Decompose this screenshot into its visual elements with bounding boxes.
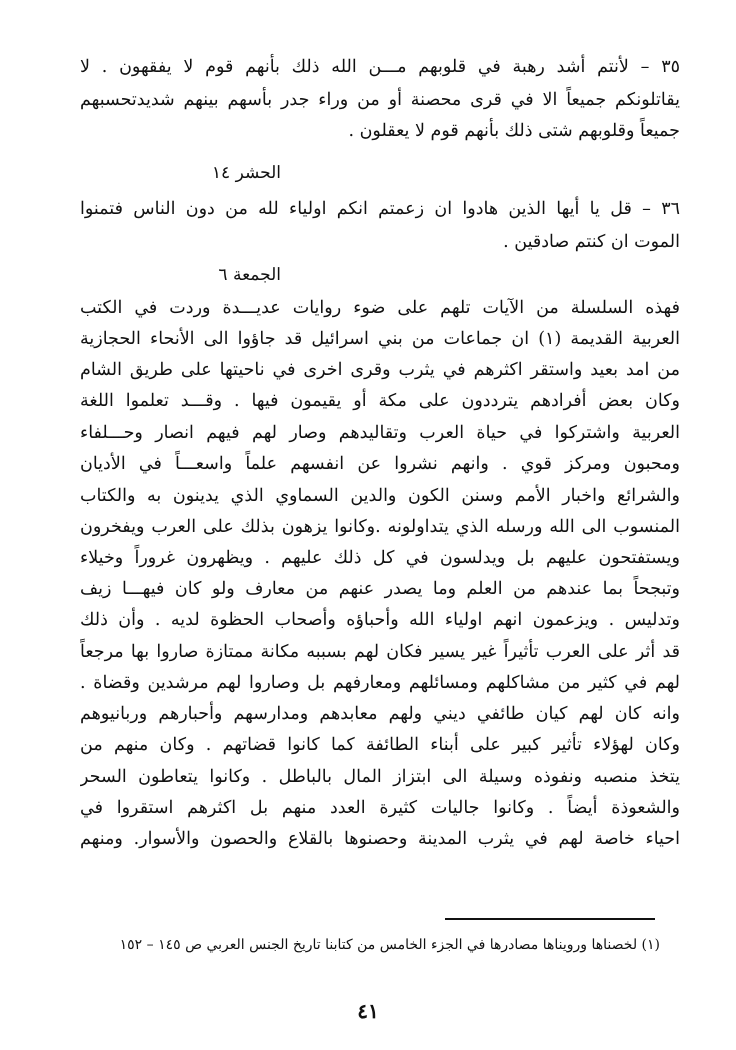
body-line: احياء خاصة لهم في يثرب المدينة وحصنوها بالقلاع والحصون والأسوار. ومنهم <box>80 829 680 849</box>
verse-36-reference: الجمعة ٦ <box>218 265 281 285</box>
body-line: وكان بعض أفرادهم يترددون على مكة أو يقيمون فيها . وقـــد تعلموا اللغة <box>80 391 680 411</box>
body-line: فهذه السلسلة من الآيات تلهم على ضوء روايات عديـــدة وردت في الكتب <box>80 298 680 318</box>
page-number: ٤١ <box>357 999 379 1023</box>
body-line: وتدليس . ويزعمون انهم اولياء الله وأحباؤه وأصحاب الحظوة لديه . وأن ذلك <box>80 610 680 630</box>
body-line: قد أثر على العرب تأثيراً غير يسير فكان لهم بسببه مكانة ممتازة صاروا بها مرجعاً <box>80 642 680 662</box>
verse-35-line-3: جميعاً وقلوبهم شتى ذلك بأنهم قوم لا يعقلون . <box>348 121 680 141</box>
body-line: من امد بعيد واستقر اكثرهم في يثرب وقرى اخرى في ناحيتها على طريق الشام <box>80 360 680 380</box>
verse-35-line-1: ٣٥ – لأنتم أشد رهبة في قلوبهم مـــن الله ذلك بأنهم قوم لا يفقهون . لا <box>80 57 680 77</box>
verse-36-line-2: الموت ان كنتم صادقين . <box>503 232 680 252</box>
verse-36-line-1: ٣٦ – قل يا أيها الذين هادوا ان زعمتم انكم اولياء لله من دون الناس فتمنوا <box>80 199 680 219</box>
verse-35-line-2: يقاتلونكم جميعاً الا في قرى محصنة أو من وراء جدر بأسهم بينهم شديدتحسبهم <box>80 90 680 110</box>
body-line: لهم في كثير من مشاكلهم ومسائلهم ومعارفهم بل وصاروا لهم مرشدين وقضاة . <box>80 673 680 693</box>
body-line: ومحبون ومركز قوي . وانهم نشروا عن انفسهم علماً واسعـــاً في الأديان <box>80 454 680 474</box>
body-line: العربية واشتركوا في حياة العرب وتقاليدهم وصار لهم فيهم انصار وحـــلفاء <box>80 423 680 443</box>
body-line: المنسوب الى الله ورسله الذي يتداولونه .وكانوا يزهون بذلك على العرب ويفخرون <box>80 517 680 537</box>
body-line: وكان لهؤلاء تأثير كبير على أبناء الطائفة كما كانوا قضاتهم . وكان منهم من <box>80 735 680 755</box>
body-line: وانه كان لهم كيان طائفي ديني ولهم معابدهم ومدارسهم وأحبارهم وربانيوهم <box>80 704 680 724</box>
body-line: والشعوذة أيضاً . وكانوا جاليات كثيرة العدد منهم بل اكثرهم استقروا في <box>80 798 680 818</box>
body-line: والشرائع واخبار الأمم وسنن الكون والدين السماوي الذي يدينون به والكتاب <box>80 486 680 506</box>
body-line: يتخذ منصبه ونفوذه وسيلة الى ابتزاز المال بالباطل . وكانوا يتعاطون السحر <box>80 767 680 787</box>
verse-35-reference: الحشر ١٤ <box>211 163 281 183</box>
body-line: العربية القديمة (١) ان جماعات من بني اسرائيل قد جاؤوا الى الأنحاء الحجازية <box>80 329 680 349</box>
body-line: وتبجحاً بما عندهم من العلم وما يصدر عنهم من معارف ولو كان فيهـــا زيف <box>80 579 680 599</box>
body-line: ويستفتحون عليهم بل ويدلسون في كل ذلك عليهم . ويظهرون غروراً وخيلاء <box>80 548 680 568</box>
footnote-divider <box>445 918 655 920</box>
footnote: (١) لخصناها ورويناها مصادرها في الجزء الخامس من كتابنا تاريخ الجنس العربي ص ١٤٥ – ١٥٢ <box>120 937 660 953</box>
body-line <box>80 855 680 885</box>
